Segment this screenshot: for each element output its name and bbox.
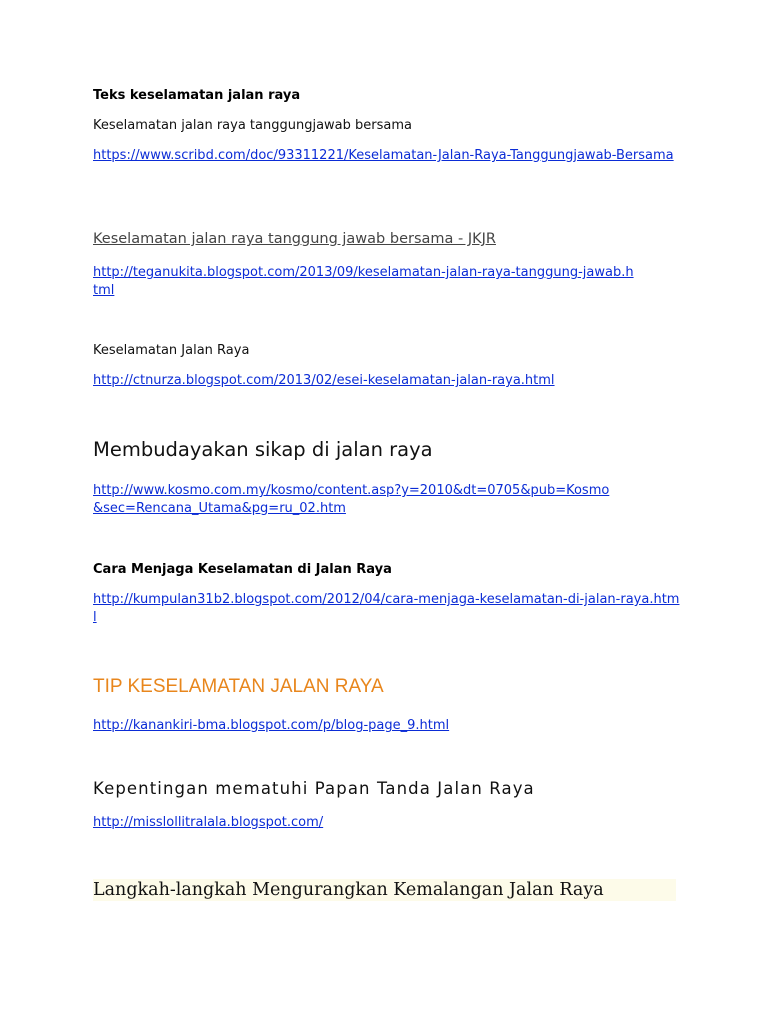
section-title-membudayakan: Membudayakan sikap di jalan raya bbox=[93, 438, 433, 461]
section-title-cara-menjaga: Cara Menjaga Keselamatan di Jalan Raya bbox=[93, 562, 392, 577]
link-kanankiri[interactable]: http://kanankiri-bma.blogspot.com/p/blog-page_9.html bbox=[93, 718, 450, 733]
link-kosmo[interactable]: http://www.kosmo.com.my/kosmo/content.asp?y=2010&dt=0705&pub=Kosmo&sec=Rencana_Utama&pg=ru_02.htm bbox=[93, 483, 610, 516]
section-title-keselamatan: Keselamatan Jalan Raya bbox=[93, 343, 250, 358]
section-title-langkah: Langkah-langkah Mengurangkan Kemalangan Jalan Raya bbox=[93, 879, 676, 901]
section-subtitle-tanggungjawab: Keselamatan jalan raya tanggungjawab bersama bbox=[93, 118, 412, 133]
link-teganukita[interactable]: http://teganukita.blogspot.com/2013/09/keselamatan-jalan-raya-tanggung-jawab.html bbox=[93, 265, 634, 298]
section-title-kepentingan: Kepentingan mematuhi Papan Tanda Jalan Raya bbox=[93, 779, 535, 798]
link-ctnurza[interactable]: http://ctnurza.blogspot.com/2013/02/esei-keselamatan-jalan-raya.html bbox=[93, 373, 555, 388]
link-misslollitralala[interactable]: http://misslollitralala.blogspot.com/ bbox=[93, 815, 324, 830]
section-title-teks: Teks keselamatan jalan raya bbox=[93, 88, 301, 103]
link-scribd[interactable]: https://www.scribd.com/doc/93311221/Keselamatan-Jalan-Raya-Tanggungjawab-Bersama bbox=[93, 148, 674, 163]
section-title-tip: TIP KESELAMATAN JALAN RAYA bbox=[93, 676, 384, 697]
link-kumpulan[interactable]: http://kumpulan31b2.blogspot.com/2012/04/cara-menjaga-keselamatan-di-jalan-raya.html bbox=[93, 592, 680, 625]
section-title-jkjr[interactable]: Keselamatan jalan raya tanggung jawab bersama - JKJR bbox=[93, 231, 496, 247]
